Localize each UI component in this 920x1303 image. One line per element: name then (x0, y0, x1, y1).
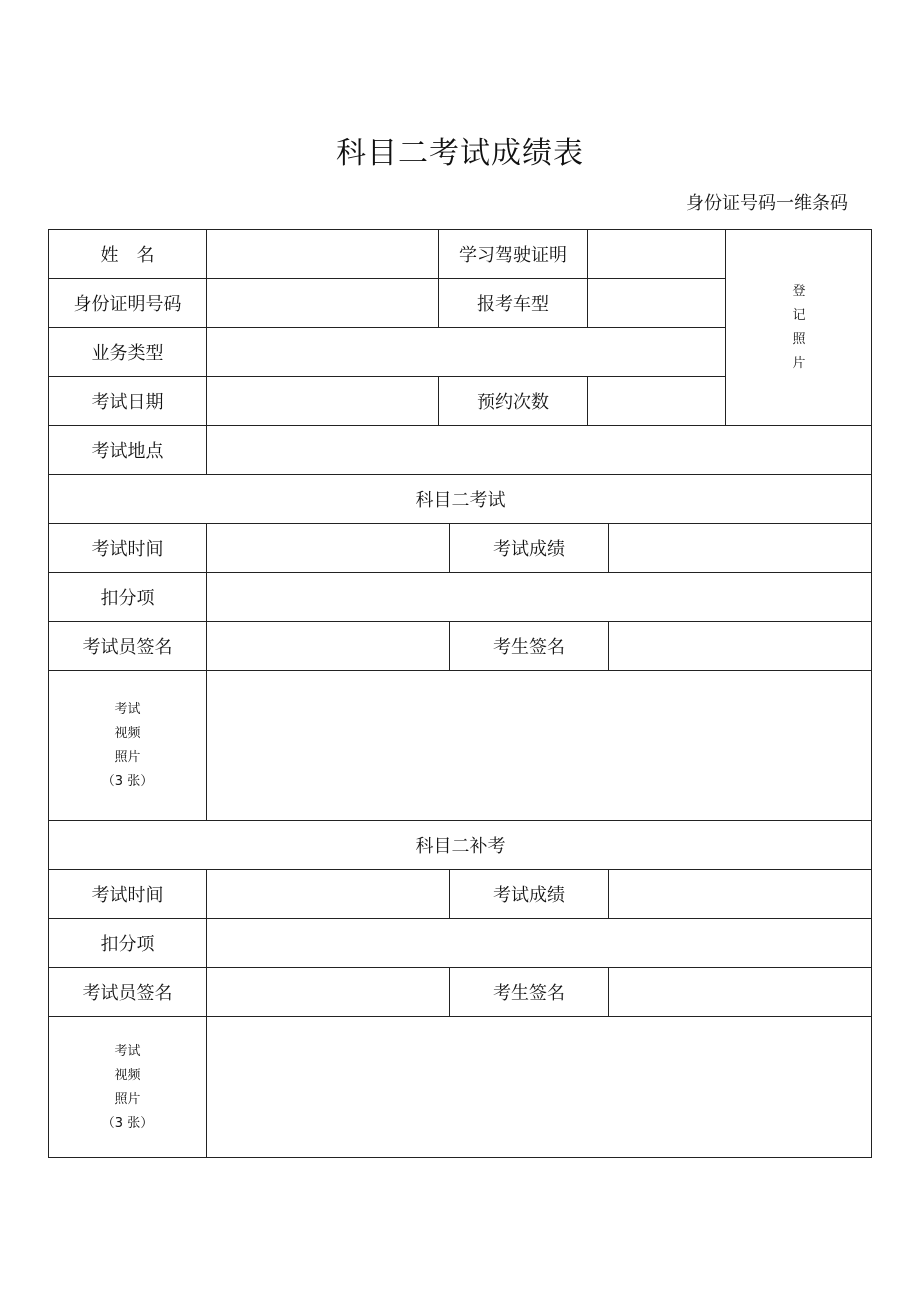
page-title: 科目二考试成绩表 (336, 136, 584, 171)
exam-score-label: 考试成绩 (450, 524, 609, 573)
exam-date-field[interactable] (207, 377, 439, 426)
exam-deductions-label: 扣分项 (49, 573, 207, 622)
photo-label-line: 照片 (114, 749, 141, 765)
id-number-label: 身份证明号码 (49, 279, 207, 328)
business-type-label: 业务类型 (49, 328, 207, 377)
photo-char: 照 (792, 331, 806, 347)
photo-label-line: （3 张） (101, 773, 154, 789)
exam-location-label: 考试地点 (49, 426, 207, 475)
name-field[interactable] (207, 230, 439, 279)
name-label: 姓 名 (49, 230, 207, 279)
photo-label-line: （3 张） (101, 1115, 154, 1131)
photo-char: 片 (792, 355, 806, 371)
photo-label-line: 视频 (114, 725, 141, 741)
retake-photos-label (49, 1017, 207, 1158)
exam-time-field[interactable] (207, 524, 450, 573)
exam-date-label: 考试日期 (49, 377, 207, 426)
exam-photos-label (49, 671, 207, 821)
appointment-count-field[interactable] (588, 377, 726, 426)
score-sheet-table (48, 229, 872, 1158)
exam-score-field[interactable] (609, 524, 872, 573)
vehicle-type-field[interactable] (588, 279, 726, 328)
registration-photo-box[interactable] (726, 230, 872, 426)
photo-label-line: 考试 (114, 1043, 141, 1059)
vehicle-type-label: 报考车型 (439, 279, 588, 328)
retake-deductions-field[interactable] (207, 919, 872, 968)
retake-deductions-label: 扣分项 (49, 919, 207, 968)
retake-score-label: 考试成绩 (450, 870, 609, 919)
retake-time-label: 考试时间 (49, 870, 207, 919)
photo-label-line: 视频 (114, 1067, 141, 1083)
exam-examiner-sign-label: 考试员签名 (49, 622, 207, 671)
exam-time-label: 考试时间 (49, 524, 207, 573)
exam-deductions-field[interactable] (207, 573, 872, 622)
photo-char: 记 (792, 307, 806, 323)
id-number-field[interactable] (207, 279, 439, 328)
license-proof-field[interactable] (588, 230, 726, 279)
business-type-field[interactable] (207, 328, 726, 377)
retake-candidate-sign-label: 考生签名 (450, 968, 609, 1017)
exam-location-field[interactable] (207, 426, 872, 475)
photo-label-line: 照片 (114, 1091, 141, 1107)
retake-examiner-sign-label: 考试员签名 (49, 968, 207, 1017)
license-proof-label: 学习驾驶证明 (439, 230, 588, 279)
retake-score-field[interactable] (609, 870, 872, 919)
photo-label-line: 考试 (114, 701, 141, 717)
retake-examiner-sign-field[interactable] (207, 968, 450, 1017)
exam-candidate-sign-label: 考生签名 (450, 622, 609, 671)
exam-candidate-sign-field[interactable] (609, 622, 872, 671)
retake-candidate-sign-field[interactable] (609, 968, 872, 1017)
exam-photos-field[interactable] (207, 671, 872, 821)
exam-section-header: 科目二考试 (49, 475, 872, 524)
retake-photos-field[interactable] (207, 1017, 872, 1158)
retake-time-field[interactable] (207, 870, 450, 919)
exam-examiner-sign-field[interactable] (207, 622, 450, 671)
retake-section-header: 科目二补考 (49, 821, 872, 870)
appointment-count-label: 预约次数 (439, 377, 588, 426)
photo-char: 登 (792, 283, 806, 299)
barcode-label: 身份证号码一维条码 (686, 193, 848, 214)
